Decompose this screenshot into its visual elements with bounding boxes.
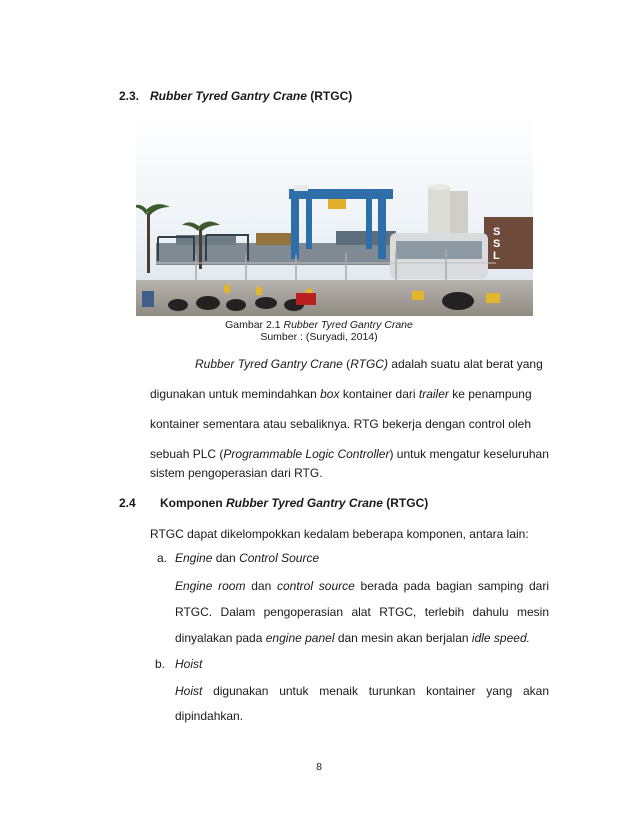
paragraph-line: Hoist digunakan untuk menaik turunkan kontainer yang akan (175, 684, 549, 698)
paragraph-line: digunakan untuk memindahkan box kontainer dari trailer ke penampung (150, 387, 532, 401)
container-letter: L (493, 250, 500, 262)
rtg-crane-photo (136, 115, 533, 316)
container-letter: S (493, 238, 501, 250)
paragraph-line: sebuah PLC (Programmable Logic Controller) untuk mengatur keseluruhan (150, 447, 549, 461)
list-item-title: Engine dan Control Source (175, 551, 320, 565)
figure-caption: Gambar 2.1 Rubber Tyred Gantry Crane (225, 319, 413, 331)
list-marker-b: b. (155, 657, 166, 671)
figure-photo (136, 115, 533, 316)
page-number: 8 (316, 761, 322, 773)
section-heading-2-3 (119, 89, 539, 105)
paragraph-line: RTGC. Dalam pengoperasian alat RTGC, terlebih dahulu mesin (175, 605, 549, 619)
paragraph-line: dipindahkan. (175, 709, 244, 723)
section-number: 2.3. (119, 89, 140, 103)
section-title: Rubber Tyred Gantry Crane (RTGC) (150, 89, 353, 103)
paragraph-line: dinyalakan pada engine panel dan mesin akan berjalan idle speed. (175, 631, 530, 645)
paragraph-line: Engine room dan control source berada pada bagian samping dari (175, 579, 550, 593)
intro-text: RTGC dapat dikelompokkan kedalam beberapa komponen, antara lain: (150, 527, 529, 541)
list-marker-a: a. (157, 551, 168, 565)
figure-source: Sumber : (Suryadi, 2014) (260, 331, 378, 343)
section-heading-2-4 (119, 496, 539, 512)
section-number: 2.4 (119, 496, 136, 510)
container-letter: S (493, 226, 501, 238)
paragraph-line: Rubber Tyred Gantry Crane (RTGC) adalah suatu alat berat yang (195, 357, 543, 371)
list-item-title: Hoist (175, 657, 203, 671)
section-title: Komponen Rubber Tyred Gantry Crane (RTGC) (160, 496, 429, 510)
paragraph-line: kontainer sementara atau sebaliknya. RTG bekerja dengan control oleh (150, 417, 531, 431)
paragraph-line: sistem pengoperasian dari RTG. (150, 466, 323, 480)
